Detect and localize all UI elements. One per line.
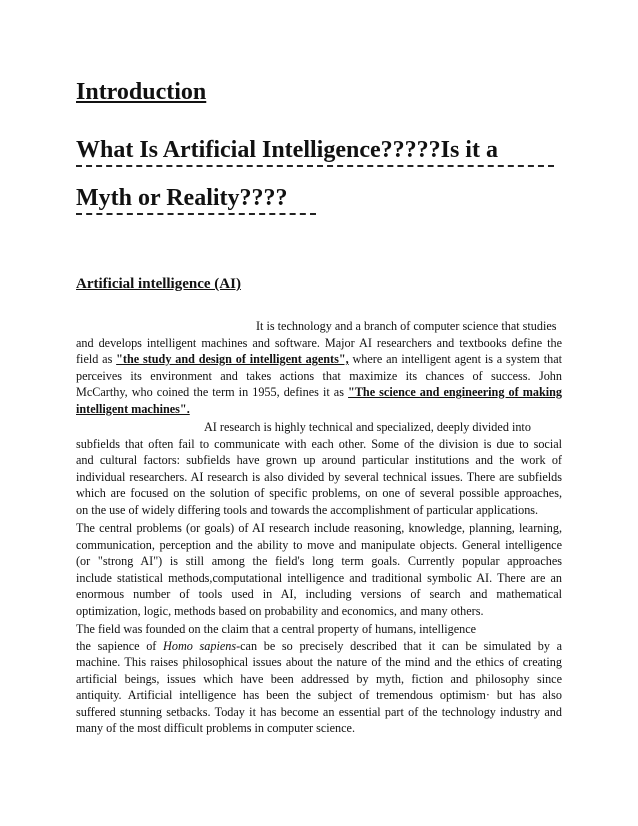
p1-line-3-a: field as [76,352,117,366]
p4-line-2-b: -can be so precisely described that it can be simulated by a [236,638,563,653]
p4-line-5: antiquity. Artificial intelligence has been the subject of tremendous optimism· but has also [76,688,562,702]
introduction-heading: Introduction [76,79,207,105]
p1-line-6 [76,401,562,418]
paragraph-4 [76,621,562,737]
p2-line-6: on the use of widely differing tools and towards the accomplishment of particular applications. [76,502,539,517]
p4-line-7: many of the most difficult problems in computer science. [76,721,356,735]
p2-line-2: subfields that often fail to communicate with each other. Some of the division is due to social [76,436,562,451]
paragraph-2 [76,419,562,518]
p4-line-2 [76,638,562,655]
title-line-1: What Is Artificial Intelligence?????Is it a [76,136,554,167]
p4-line-3: machine. This raises philosophical issues about the nature of the mind and the ethics of creating [76,655,562,669]
agents-definition-quote: "the study and design of intelligent agents", [116,352,349,366]
p3-line-1: The central problems (or goals) of AI research include reasoning, knowledge, planning, learning, [76,521,562,535]
mccarthy-quote-end: intelligent machines". [76,401,190,416]
p1-line-5-a: McCarthy, who coined the term in 1955, defines it as [76,385,349,399]
p2-line-3: and cultural factors: subfields have grown up around particular institutions and the work of [76,453,562,467]
p3-line-2: communication, perception and the ability to move and manipulate objects. General intelligence [76,537,562,552]
p4-line-1: The field was founded on the claim that a central property of humans, intelligence [76,622,477,636]
p1-line-3-b: where an intelligent agent is a system that [348,352,562,366]
p2-line-1: AI research is highly technical and specialized, deeply divided into [204,420,531,434]
title-line-2: Myth or Reality???? [76,184,316,215]
paragraph-3 [76,520,562,619]
p1-line-3 [76,351,562,368]
p1-line-5 [76,384,562,401]
p1-line-1: It is technology and a branch of computer science that studies [256,319,557,333]
p3-line-6: optimization, logic, methods based on probability and economics, and many others. [76,603,484,618]
paragraph-1 [76,318,562,417]
p1-line-4: perceives its environment and takes actions that maximize its chances of success. John [76,368,562,383]
p3-line-3: (or "strong AI") is still among the field's long term goals. Currently popular approaches [76,554,562,568]
section-heading-ai: Artificial intelligence (AI) [76,276,241,292]
mccarthy-quote-start: "The science and engineering of making [348,385,562,399]
p4-line-2-a: the sapience of [76,638,164,653]
homo-sapiens-italic: Homo sapiens [163,638,237,653]
p2-line-4: individual researchers. AI research is also divided by several technical issues. There are subfields [76,469,562,484]
p4-line-4: artificial beings, issues which have been addressed by myth, fiction and philosophy since [76,671,562,686]
p4-line-6: suffered stunning setbacks. Today it has become an essential part of the technology industry and [76,704,562,719]
p3-line-4: include statistical methods,computational intelligence and traditional symbolic AI. There are an [76,570,562,585]
p3-line-5: enormous number of tools used in AI, including versions of search and mathematical [76,587,562,601]
p2-line-5: which are focused on the solution of specific problems, on one of several possible approaches, [76,486,562,500]
p1-line-2: and develops intelligent machines and software. Major AI researchers and textbooks define the [76,335,562,350]
